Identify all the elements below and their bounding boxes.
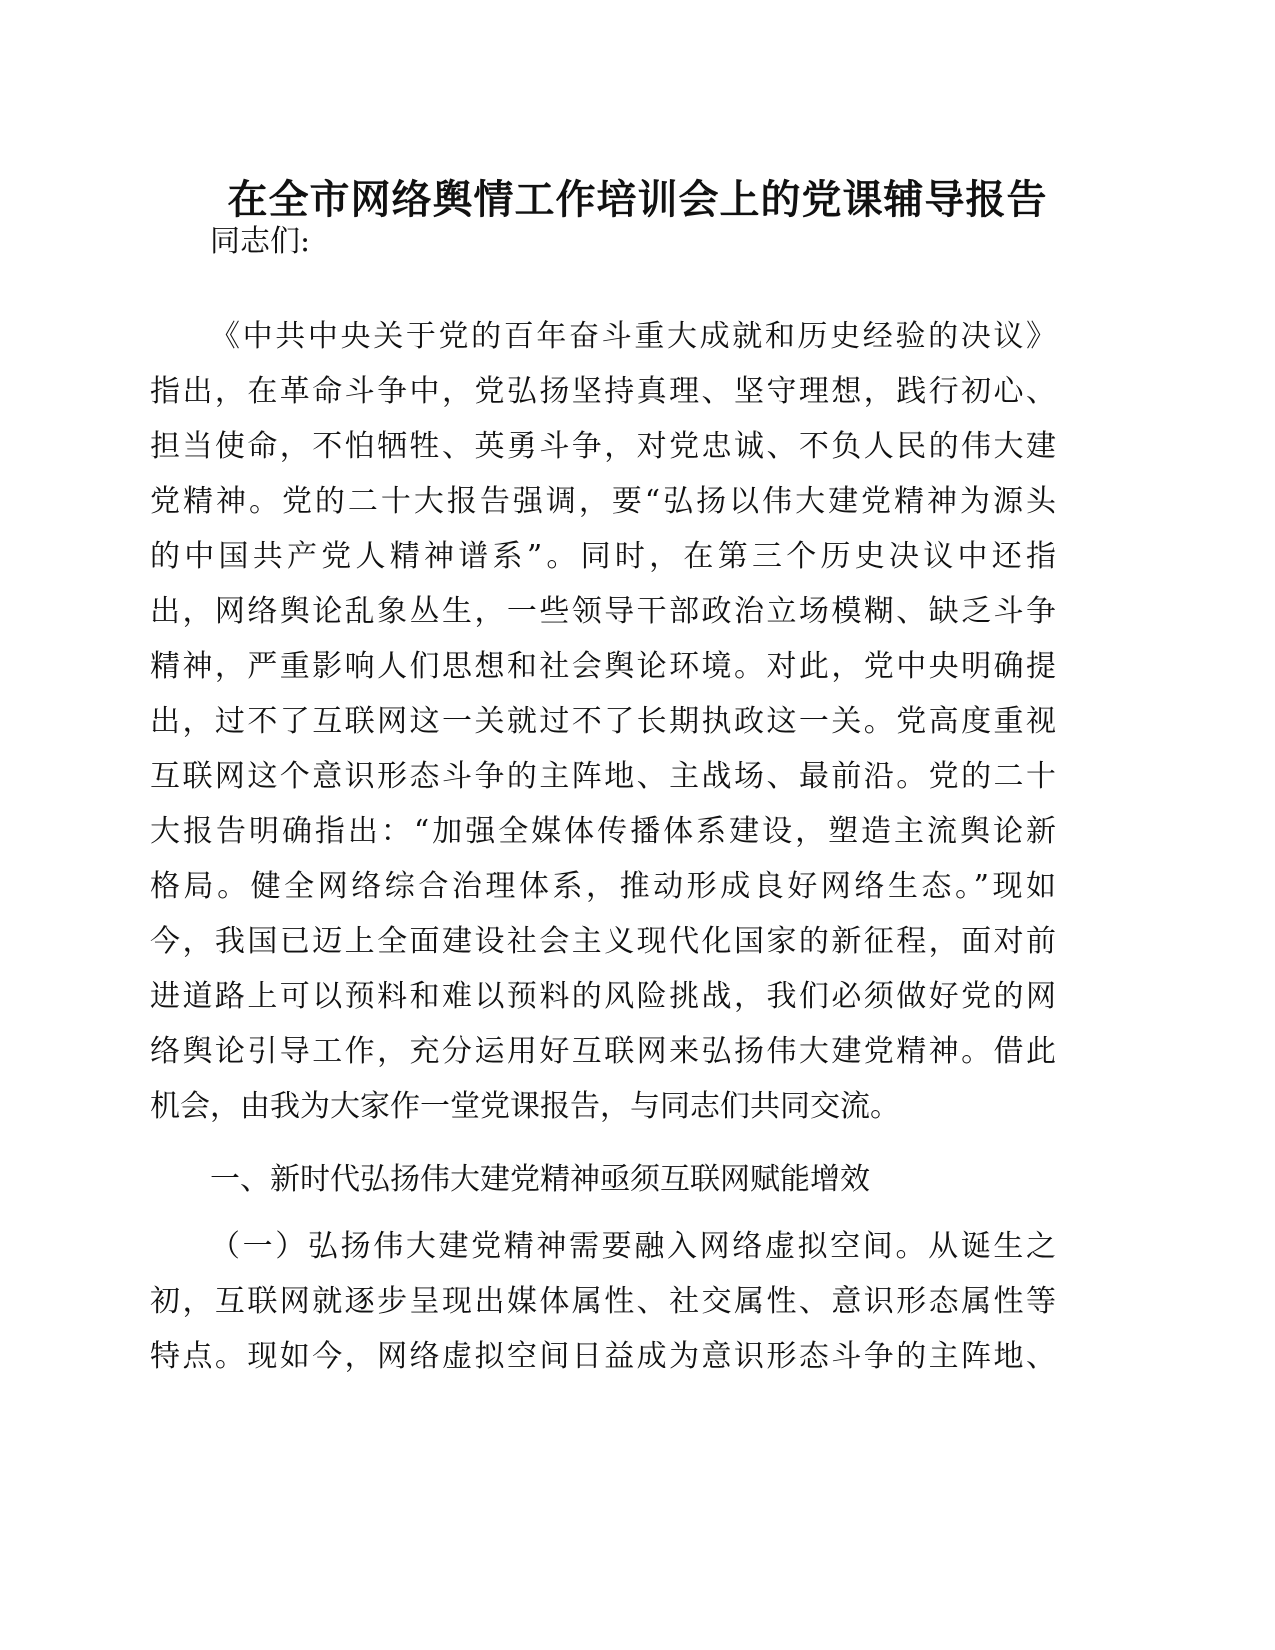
paragraph-line: 格局。健全网络综合治理体系，推动形成良好网络生态。”现如: [150, 869, 1056, 904]
paragraph-line: 今，我国已迈上全面建设社会主义现代化国家的新征程，面对前: [150, 924, 1056, 959]
paragraph-line: 党精神。党的二十大报告强调，要“弘扬以伟大建党精神为源头: [150, 484, 1056, 519]
paragraph-line: （一）弘扬伟大建党精神需要融入网络虚拟空间。从诞生之: [210, 1229, 1056, 1264]
paragraph-line: 机会，由我为大家作一堂党课报告，与同志们共同交流。: [150, 1089, 900, 1124]
salutation: 同志们:: [210, 224, 311, 259]
paragraph-line: 出，网络舆论乱象丛生，一些领导干部政治立场模糊、缺乏斗争: [150, 594, 1056, 629]
paragraph-line: 《中共中央关于党的百年奋斗重大成就和历史经验的决议》: [210, 319, 1056, 354]
paragraph-line: 特点。现如今，网络虚拟空间日益成为意识形态斗争的主阵地、: [150, 1339, 1056, 1374]
paragraph-line: 担当使命，不怕牺牲、英勇斗争，对党忠诚、不负人民的伟大建: [150, 429, 1056, 464]
paragraph-line: 大报告明确指出：“加强全媒体传播体系建设，塑造主流舆论新: [150, 814, 1056, 849]
paragraph-line: 初，互联网就逐步呈现出媒体属性、社交属性、意识形态属性等: [150, 1284, 1056, 1319]
paragraph-line: 的中国共产党人精神谱系”。同时，在第三个历史决议中还指: [150, 539, 1056, 574]
section-heading: 一、新时代弘扬伟大建党精神亟须互联网赋能增效: [210, 1162, 870, 1197]
document-title: 在全市网络舆情工作培训会上的党课辅导报告: [227, 177, 1048, 223]
paragraph-line: 精神，严重影响人们思想和社会舆论环境。对此，党中央明确提: [150, 649, 1056, 684]
paragraph-line: 进道路上可以预料和难以预料的风险挑战，我们必须做好党的网: [150, 979, 1056, 1014]
paragraph-line: 出，过不了互联网这一关就过不了长期执政这一关。党高度重视: [150, 704, 1056, 739]
paragraph-line: 络舆论引导工作，充分运用好互联网来弘扬伟大建党精神。借此: [150, 1034, 1056, 1069]
paragraph-line: 指出，在革命斗争中，党弘扬坚持真理、坚守理想，践行初心、: [150, 374, 1056, 409]
paragraph-line: 互联网这个意识形态斗争的主阵地、主战场、最前沿。党的二十: [150, 759, 1056, 794]
